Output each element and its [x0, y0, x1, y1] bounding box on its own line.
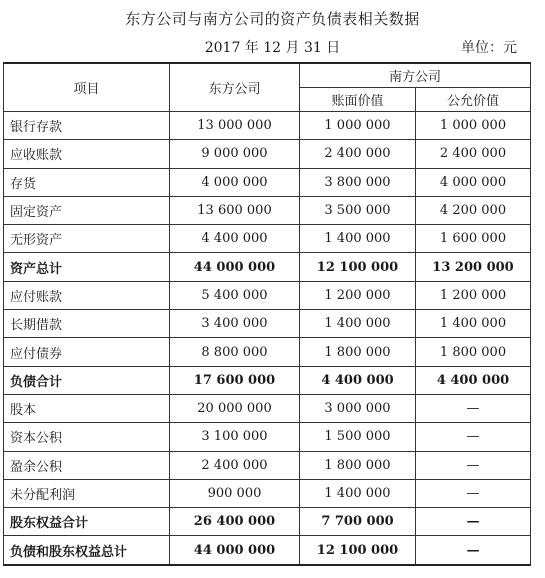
row-east-value: 9 000 000: [170, 140, 300, 168]
row-east-value: 44 000 000: [170, 253, 300, 281]
row-item-label: 负债合计: [4, 366, 170, 394]
row-south-book-value: 1 200 000: [300, 281, 416, 309]
header-item: 项目: [4, 63, 170, 112]
table-row: [4, 225, 531, 253]
row-south-book-value: 1 400 000: [300, 310, 416, 338]
row-south-book-value: 1 800 000: [300, 451, 416, 479]
row-item-label: 银行存款: [4, 112, 170, 140]
row-south-book-value: 3 800 000: [300, 168, 416, 196]
table-row: [4, 479, 531, 507]
row-east-value: 44 000 000: [170, 536, 300, 565]
table-row: [4, 168, 531, 196]
row-south-book-value: 7 700 000: [300, 508, 416, 536]
row-south-fair-value: 13 200 000: [416, 253, 531, 281]
row-south-book-value: 1 000 000: [300, 112, 416, 140]
row-item-label: 无形资产: [4, 225, 170, 253]
row-south-fair-value: 1 800 000: [416, 338, 531, 366]
balance-sheet-table: [3, 62, 531, 566]
row-item-label: 应收账款: [4, 140, 170, 168]
row-east-value: 13 600 000: [170, 196, 300, 224]
row-south-fair-value: 1 200 000: [416, 281, 531, 309]
unit-label: 单位：元: [461, 40, 517, 56]
table-row: [4, 394, 531, 422]
row-south-book-value: 3 000 000: [300, 394, 416, 422]
row-south-fair-value: —: [416, 536, 531, 565]
header-south: 南方公司: [300, 63, 531, 88]
report-date: 2017 年 12 月 31 日: [204, 40, 341, 56]
row-south-book-value: 1 800 000: [300, 338, 416, 366]
table-row: [4, 536, 531, 565]
table-row: [4, 451, 531, 479]
header-east: 东方公司: [170, 63, 300, 112]
row-south-fair-value: 1 000 000: [416, 112, 531, 140]
row-south-fair-value: 4 000 000: [416, 168, 531, 196]
row-east-value: 900 000: [170, 479, 300, 507]
row-item-label: 未分配利润: [4, 479, 170, 507]
row-east-value: 20 000 000: [170, 394, 300, 422]
row-south-book-value: 1 500 000: [300, 423, 416, 451]
table-row: [4, 281, 531, 309]
row-south-fair-value: 4 200 000: [416, 196, 531, 224]
row-south-fair-value: 1 400 000: [416, 310, 531, 338]
table-row: [4, 196, 531, 224]
table-row: [4, 310, 531, 338]
table-row: [4, 366, 531, 394]
table-body: [4, 112, 531, 565]
row-south-fair-value: 4 400 000: [416, 366, 531, 394]
table-row: [4, 508, 531, 536]
row-east-value: 8 800 000: [170, 338, 300, 366]
row-east-value: 5 400 000: [170, 281, 300, 309]
row-south-book-value: 4 400 000: [300, 366, 416, 394]
row-south-book-value: 1 400 000: [300, 479, 416, 507]
row-item-label: 股本: [4, 394, 170, 422]
document-title: 东方公司与南方公司的资产负债表相关数据: [125, 10, 420, 28]
row-item-label: 资产总计: [4, 253, 170, 281]
row-south-fair-value: —: [416, 479, 531, 507]
row-east-value: 4 000 000: [170, 168, 300, 196]
row-item-label: 股东权益合计: [4, 508, 170, 536]
row-east-value: 4 400 000: [170, 225, 300, 253]
row-south-fair-value: —: [416, 508, 531, 536]
row-south-fair-value: —: [416, 394, 531, 422]
row-item-label: 长期借款: [4, 310, 170, 338]
row-east-value: 2 400 000: [170, 451, 300, 479]
table-row: [4, 338, 531, 366]
row-south-fair-value: —: [416, 451, 531, 479]
row-south-book-value: 1 400 000: [300, 225, 416, 253]
row-item-label: 资本公积: [4, 423, 170, 451]
row-item-label: 盈余公积: [4, 451, 170, 479]
table-row: [4, 423, 531, 451]
row-item-label: 应付账款: [4, 281, 170, 309]
row-south-book-value: 12 100 000: [300, 253, 416, 281]
table-row: [4, 140, 531, 168]
header-fair-value: 公允价值: [416, 88, 531, 112]
row-item-label: 存货: [4, 168, 170, 196]
row-south-book-value: 12 100 000: [300, 536, 416, 565]
row-east-value: 26 400 000: [170, 508, 300, 536]
row-south-fair-value: 1 600 000: [416, 225, 531, 253]
table-row: [4, 112, 531, 140]
row-south-fair-value: —: [416, 423, 531, 451]
row-item-label: 固定资产: [4, 196, 170, 224]
row-east-value: 3 400 000: [170, 310, 300, 338]
row-south-fair-value: 2 400 000: [416, 140, 531, 168]
row-east-value: 17 600 000: [170, 366, 300, 394]
row-east-value: 13 000 000: [170, 112, 300, 140]
row-item-label: 应付债券: [4, 338, 170, 366]
header-book-value: 账面价值: [300, 88, 416, 112]
row-east-value: 3 100 000: [170, 423, 300, 451]
table-row: [4, 253, 531, 281]
row-south-book-value: 3 500 000: [300, 196, 416, 224]
row-south-book-value: 2 400 000: [300, 140, 416, 168]
row-item-label: 负债和股东权益总计: [4, 536, 170, 565]
